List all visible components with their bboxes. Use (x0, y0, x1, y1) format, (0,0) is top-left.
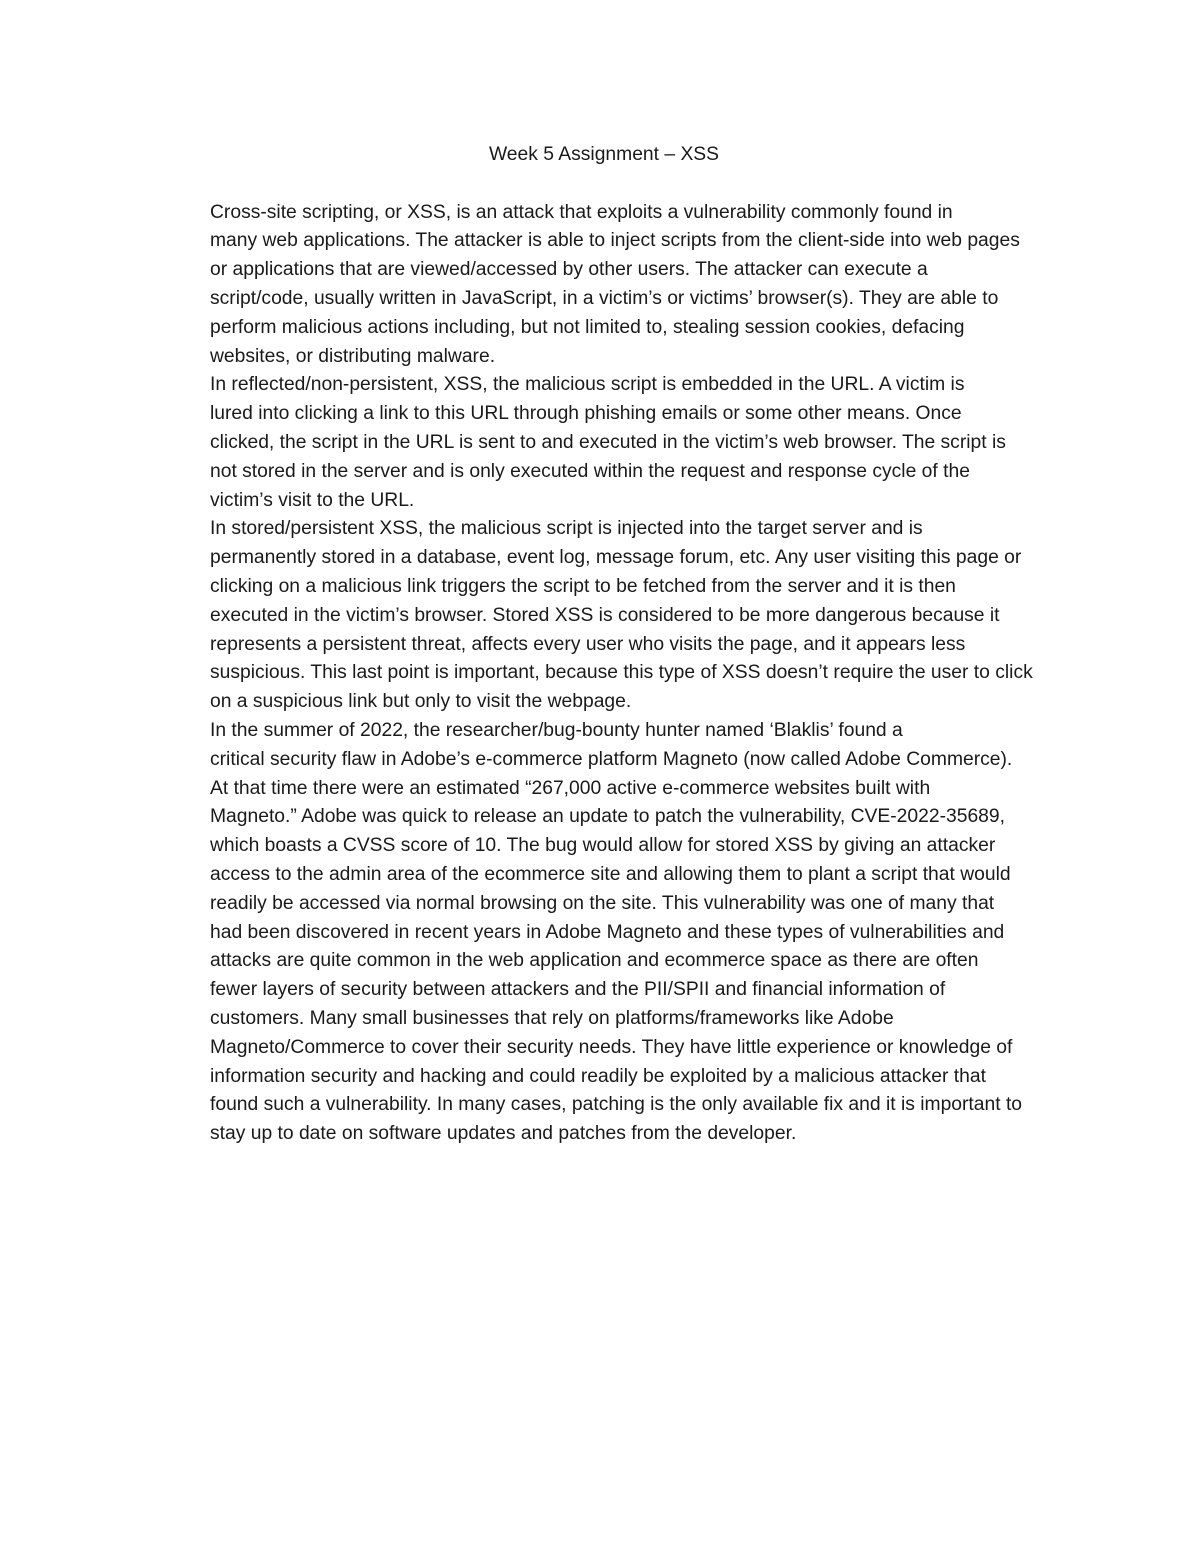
paragraph-line: readily be accessed via normal browsing on the site. This vulnerability was one of many that (210, 892, 995, 914)
paragraph-line: In stored/persistent XSS, the malicious script is injected into the target server and is (210, 518, 923, 540)
paragraph-line: In reflected/non-persistent, XSS, the malicious script is embedded in the URL. A victim is (210, 374, 965, 396)
paragraph-line: script/code, usually written in JavaScript, in a victim’s or victims’ browser(s). They are able to (210, 287, 999, 309)
paragraph-reflected-xss (144, 371, 1064, 515)
paragraph-line: attacks are quite common in the web application and ecommerce space as there are often (210, 950, 979, 972)
paragraph-line: or applications that are viewed/accessed by other users. The attacker can execute a (210, 259, 928, 281)
paragraph-line: which boasts a CVSS score of 10. The bug would allow for stored XSS by giving an attacker (210, 835, 996, 857)
paragraph-line: Magneto.” Adobe was quick to release an update to patch the vulnerability, CVE-2022-35689, (210, 806, 1005, 828)
document-title: Week 5 Assignment – XSS (488, 144, 720, 165)
paragraph-line: many web applications. The attacker is able to inject scripts from the client-side into web pages (210, 230, 1020, 252)
paragraph-line: fewer layers of security between attackers and the PII/SPII and financial information of (210, 979, 946, 1001)
paragraph-line: critical security flaw in Adobe’s e-commerce platform Magneto (now called Adobe Commerce). (210, 748, 1013, 770)
paragraph-line: information security and hacking and could readily be exploited by a malicious attacker that (210, 1065, 986, 1087)
paragraph-line: perform malicious actions including, but not limited to, stealing session cookies, defacing (210, 316, 965, 338)
paragraph-line: represents a persistent threat, affects every user who visits the page, and it appears less (210, 633, 966, 655)
paragraph-line: lured into clicking a link to this URL through phishing emails or some other means. Once (210, 403, 962, 425)
paragraph-line: permanently stored in a database, event log, message forum, etc. Any user visiting this page or (210, 547, 1022, 569)
paragraph-line: websites, or distributing malware. (210, 345, 496, 367)
paragraph-line: on a suspicious link but only to visit the webpage. (210, 691, 632, 713)
paragraph-line: customers. Many small businesses that rely on platforms/frameworks like Adobe (210, 1007, 894, 1029)
paragraph-line: not stored in the server and is only executed within the request and response cycle of the (210, 460, 970, 482)
paragraph-line: clicked, the script in the URL is sent to and executed in the victim’s web browser. The script is (210, 431, 1006, 453)
paragraph-line: In the summer of 2022, the researcher/bug-bounty hunter named ‘Blaklis’ found a (210, 719, 903, 741)
paragraph-stored-xss (144, 515, 1064, 717)
document-body (144, 141, 1064, 1149)
paragraph-line: Magneto/Commerce to cover their security needs. They have little experience or knowledge of (210, 1036, 1013, 1058)
paragraph-line: stay up to date on software updates and patches from the developer. (210, 1123, 797, 1145)
paragraph-magento-case (144, 717, 1064, 1149)
paragraph-line: At that time there were an estimated “267,000 active e-commerce websites built with (210, 777, 931, 799)
paragraph-line: access to the admin area of the ecommerce site and allowing them to plant a script that would (210, 863, 1011, 885)
paragraph-line: clicking on a malicious link triggers the script to be fetched from the server and it is then (210, 575, 956, 597)
paragraph-line: victim’s visit to the URL. (210, 489, 415, 511)
paragraph-xss-definition (144, 199, 1064, 372)
paragraph-line: had been discovered in recent years in Adobe Magneto and these types of vulnerabilities and (210, 921, 1005, 943)
paragraph-line: Cross-site scripting, or XSS, is an attack that exploits a vulnerability commonly found in (210, 201, 953, 223)
paragraph-line: executed in the victim’s browser. Stored XSS is considered to be more dangerous because it (210, 604, 1000, 626)
paragraph-line: suspicious. This last point is important, because this type of XSS doesn’t require the user to click (210, 662, 1033, 684)
paragraph-line: found such a vulnerability. In many cases, patching is the only available fix and it is important to (210, 1094, 1023, 1116)
